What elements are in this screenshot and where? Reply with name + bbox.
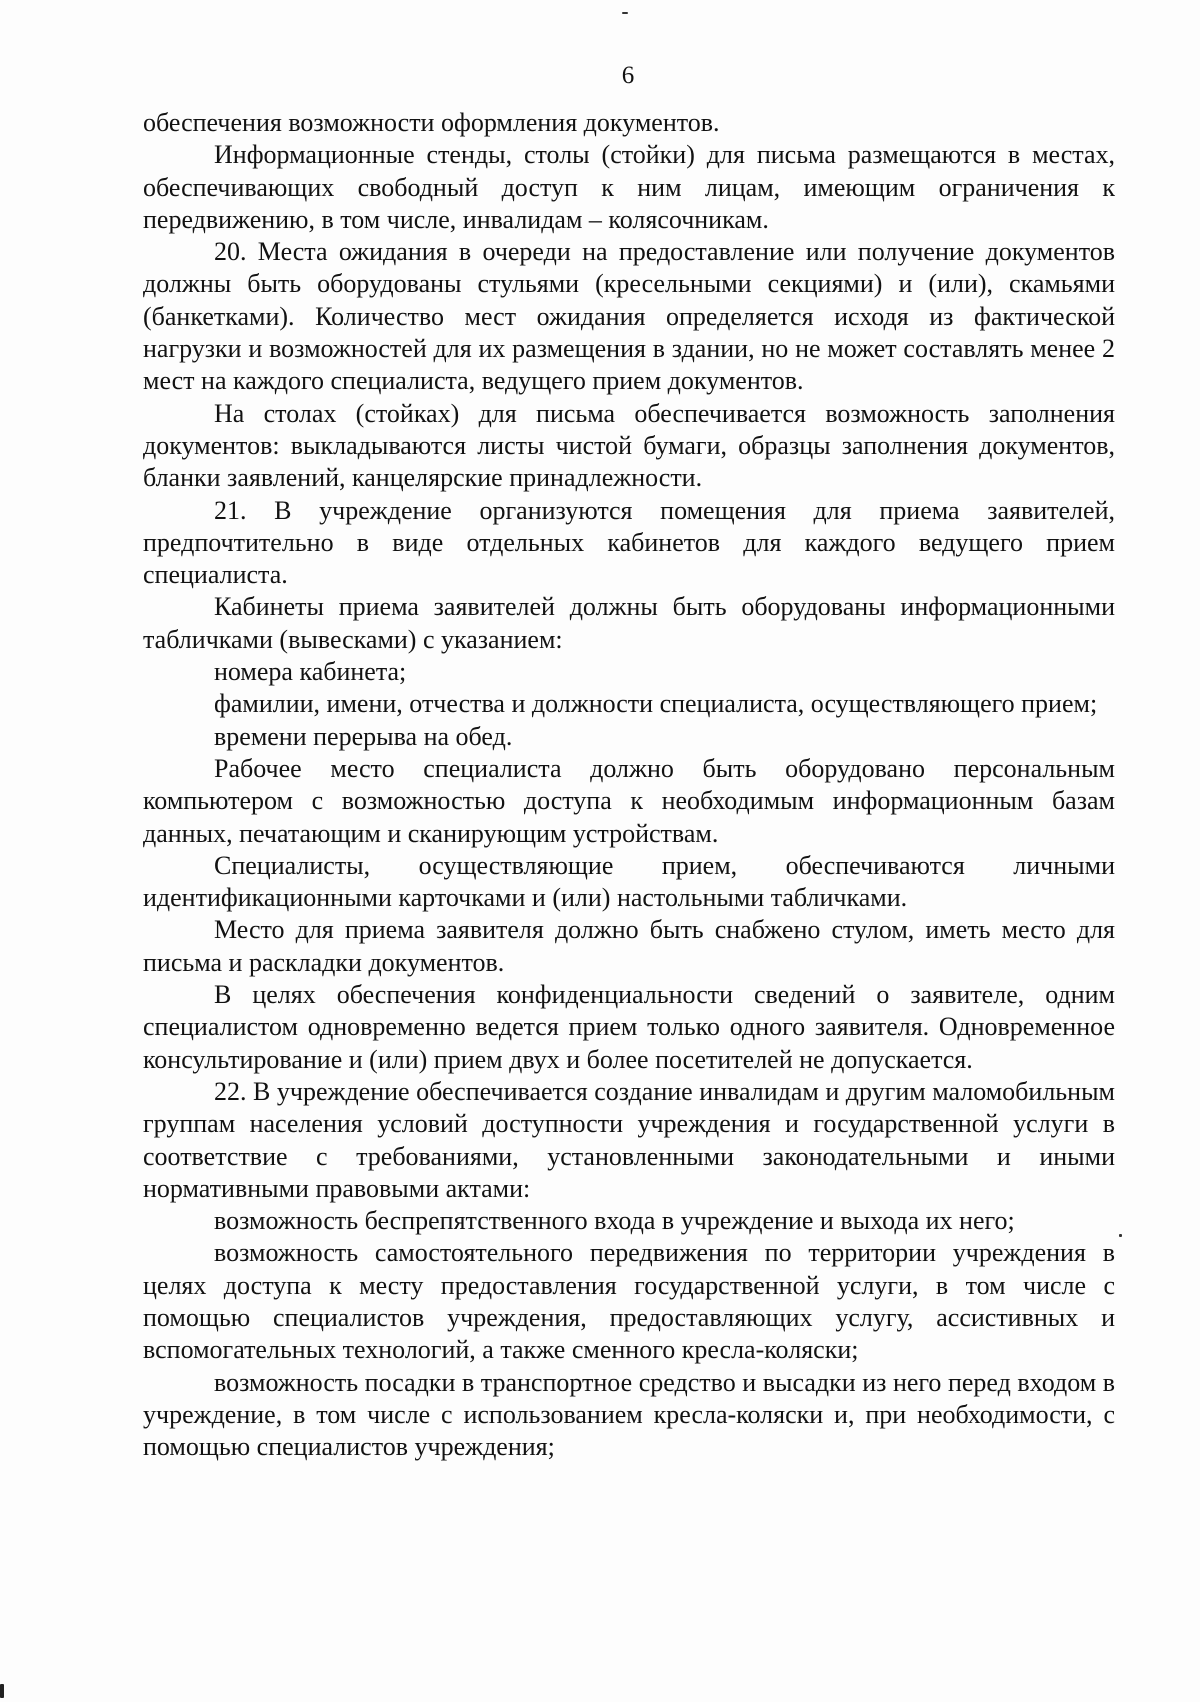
paragraph: Специалисты, осуществляющие прием, обеспечиваются личными идентификационными карточками и (или) настольными табличками. [143, 850, 1115, 913]
list-item: возможность посадки в транспортное средство и высадки из него перед входом в учреждение, в том числе с использованием кресла-коляски и, при необходимости, с помощью специалистов учреждения; [143, 1367, 1115, 1462]
paragraph: 21. В учреждение организуются помещения для приема заявителей, предпочтительно в виде отдельных кабинетов для каждого ведущего прием специалиста. [143, 495, 1115, 590]
scan-speck [622, 12, 628, 14]
scan-speck [1119, 1234, 1122, 1237]
paragraph: Рабочее место специалиста должно быть оборудовано персональным компьютером с возможностью доступа к необходимым информационным базам данных, печатающим и сканирующим устройствам. [143, 753, 1115, 848]
paragraph: обеспечения возможности оформления документов. [143, 108, 720, 137]
list-item: номера кабинета; [214, 657, 407, 687]
paragraph: Кабинеты приема заявителей должны быть оборудованы информационными табличками (вывесками) с указанием: [143, 592, 1115, 654]
paragraph: 22. В учреждение обеспечивается создание инвалидам и другим маломобильным группам населения условий доступности учреждения и государственной услуги в соответствие с требованиями, установленными законодательными и иными нормативными правовыми актами: [143, 1076, 1115, 1203]
document-body [143, 107, 1115, 1463]
list-item: фамилии, имени, отчества и должности специалиста, осуществляющего прием; [214, 689, 1098, 719]
list-item: возможность беспрепятственного входа в учреждение и выхода их него; [214, 1206, 1015, 1236]
list-item: времени перерыва на обед. [214, 721, 513, 751]
paragraph: Место для приема заявителя должно быть снабжено стулом, иметь место для письма и раскладки документов. [143, 915, 1115, 977]
list-item: возможность самостоятельного передвижения по территории учреждения в целях доступа к месту предоставления государственной услуги, в том числе с помощью специалистов учреждения, предоставляющих услугу, ассистивных и вспомогательных технологий, а также сменного кресла-коляски; [143, 1238, 1115, 1365]
paragraph: Информационные стенды, столы (стойки) для письма размещаются в местах, обеспечивающих свободный доступ к ним лицам, имеющим ограничения к передвижению, в том числе, инвалидам – колясочникам. [143, 140, 1115, 234]
page-number: 6 [621, 62, 635, 89]
scan-speck [0, 1684, 4, 1698]
paragraph: В целях обеспечения конфиденциальности сведений о заявителе, одним специалистом одновременно ведется прием только одного заявителя. Одновременное консультирование и (или) прием двух и более посетителей не допускается. [143, 980, 1115, 1074]
paragraph: 20. Места ожидания в очереди на предоставление или получение документов должны быть оборудованы стульями (кресельными секциями) и (или), скамьями (банкетками). Количество мест ожидания определяется исходя из фактической нагрузки и возможностей для их размещения в здании, но не может составлять менее 2 мест на каждого специалиста, ведущего прием документов. [143, 237, 1115, 396]
paragraph: На столах (стойках) для письма обеспечивается возможность заполнения документов: выкладываются листы чистой бумаги, образцы заполнения документов, бланки заявлений, канцелярские принадлежности. [143, 398, 1115, 493]
